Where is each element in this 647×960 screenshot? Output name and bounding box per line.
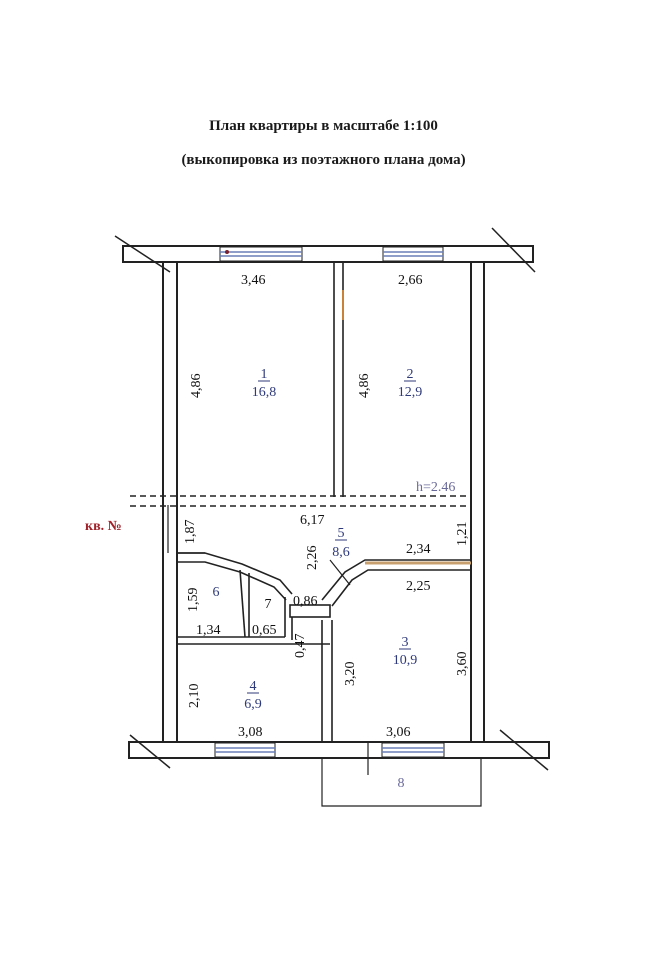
dim-r3-top: 2,25 xyxy=(406,579,431,594)
room-7-number: 7 xyxy=(264,597,272,612)
dim-r7-width: 0,65 xyxy=(252,623,277,638)
dim-r4-height: 2,10 xyxy=(187,683,202,708)
room-4-number: 4 xyxy=(249,679,257,694)
dim-r3-right: 3,60 xyxy=(455,651,470,676)
window-bottom-left xyxy=(215,743,275,757)
plan-title: План квартиры в масштабе 1:100 xyxy=(209,118,438,134)
room-6-number: 6 xyxy=(212,585,220,600)
room-2-number: 2 xyxy=(406,367,414,382)
window-bottom-right xyxy=(382,743,444,757)
dim-r6-width: 1,34 xyxy=(196,623,221,638)
room-4-area: 6,9 xyxy=(244,697,262,712)
dim-r6-height: 1,59 xyxy=(186,587,201,612)
room-3-area: 10,9 xyxy=(392,653,418,668)
apartment-label: кв. № xyxy=(85,519,122,534)
dim-r3-bottom: 3,06 xyxy=(386,725,411,740)
dim-hall-left: 1,87 xyxy=(183,519,198,544)
ceiling-height-label: h=2.46 xyxy=(416,480,456,495)
room-2-area: 12,9 xyxy=(397,385,423,400)
window-top-left xyxy=(220,247,302,261)
room-1-number: 1 xyxy=(260,367,268,382)
dim-hall-width: 6,17 xyxy=(300,513,325,528)
dim-r1-height: 4,86 xyxy=(189,373,204,398)
dim-r2-height: 4,86 xyxy=(357,373,372,398)
dim-niche-width: 0,86 xyxy=(293,594,318,609)
dim-r4-width: 3,08 xyxy=(238,725,263,740)
room-1-area: 16,8 xyxy=(251,385,277,400)
window-top-right xyxy=(383,247,443,261)
top-wall xyxy=(123,246,533,262)
dim-niche-depth: 0,47 xyxy=(293,633,308,658)
room-5-area: 8,6 xyxy=(332,545,350,560)
dim-r3-left: 3,20 xyxy=(343,661,358,686)
bottom-wall xyxy=(129,742,549,758)
dim-hall-right: 1,21 xyxy=(455,521,470,546)
room-8-number: 8 xyxy=(397,776,405,791)
dim-r2-width: 2,66 xyxy=(398,273,423,288)
dim-hall-depth: 2,26 xyxy=(305,545,320,570)
plan-subtitle: (выкопировка из поэтажного плана дома) xyxy=(181,152,466,168)
room-3-number: 3 xyxy=(401,635,409,650)
room-5-number: 5 xyxy=(337,526,345,541)
dim-r1-width: 3,46 xyxy=(241,273,266,288)
dim-wall-top: 2,34 xyxy=(406,542,431,557)
